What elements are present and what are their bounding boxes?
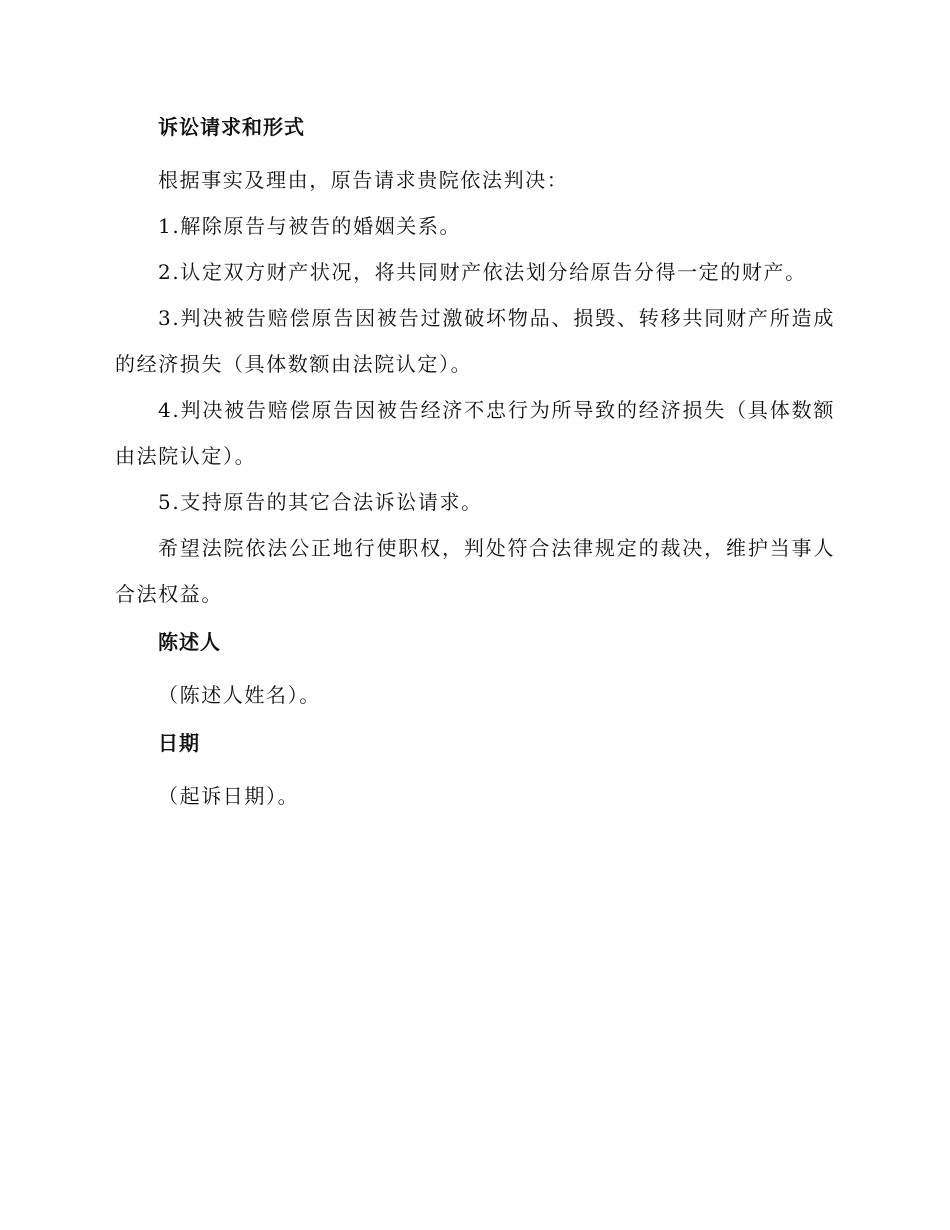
claim-item-5: 5.支持原告的其它合法诉讼请求。 <box>158 490 483 514</box>
claim-item-4: 4.判决被告赔偿原告因被告经济不忠行为所导致的经济损失（具体数额由法院认定）。 <box>115 398 835 468</box>
declarant-name: （陈述人姓名）。 <box>158 683 321 707</box>
claims-intro: 根据事实及理由，原告请求贵院依法判决： <box>158 168 569 192</box>
section-heading-claims: 诉讼请求和形式 <box>158 115 305 139</box>
claim-item-2: 2.认定双方财产状况，将共同财产依法划分给原告分得一定的财产。 <box>158 260 807 284</box>
claim-item-3: 3.判决被告赔偿原告因被告过激破坏物品、损毁、转移共同财产所造成的经济损失（具体数额由法院认定）。 <box>115 306 835 376</box>
section-heading-declarant: 陈述人 <box>158 630 221 654</box>
filing-date: （起诉日期）。 <box>158 784 300 808</box>
section-heading-date: 日期 <box>158 731 200 755</box>
document-body <box>115 110 835 819</box>
claim-item-1: 1.解除原告与被告的婚姻关系。 <box>158 214 462 238</box>
claims-closing: 希望法院依法公正地行使职权，判处符合法律规定的裁决，维护当事人合法权益。 <box>115 536 835 606</box>
